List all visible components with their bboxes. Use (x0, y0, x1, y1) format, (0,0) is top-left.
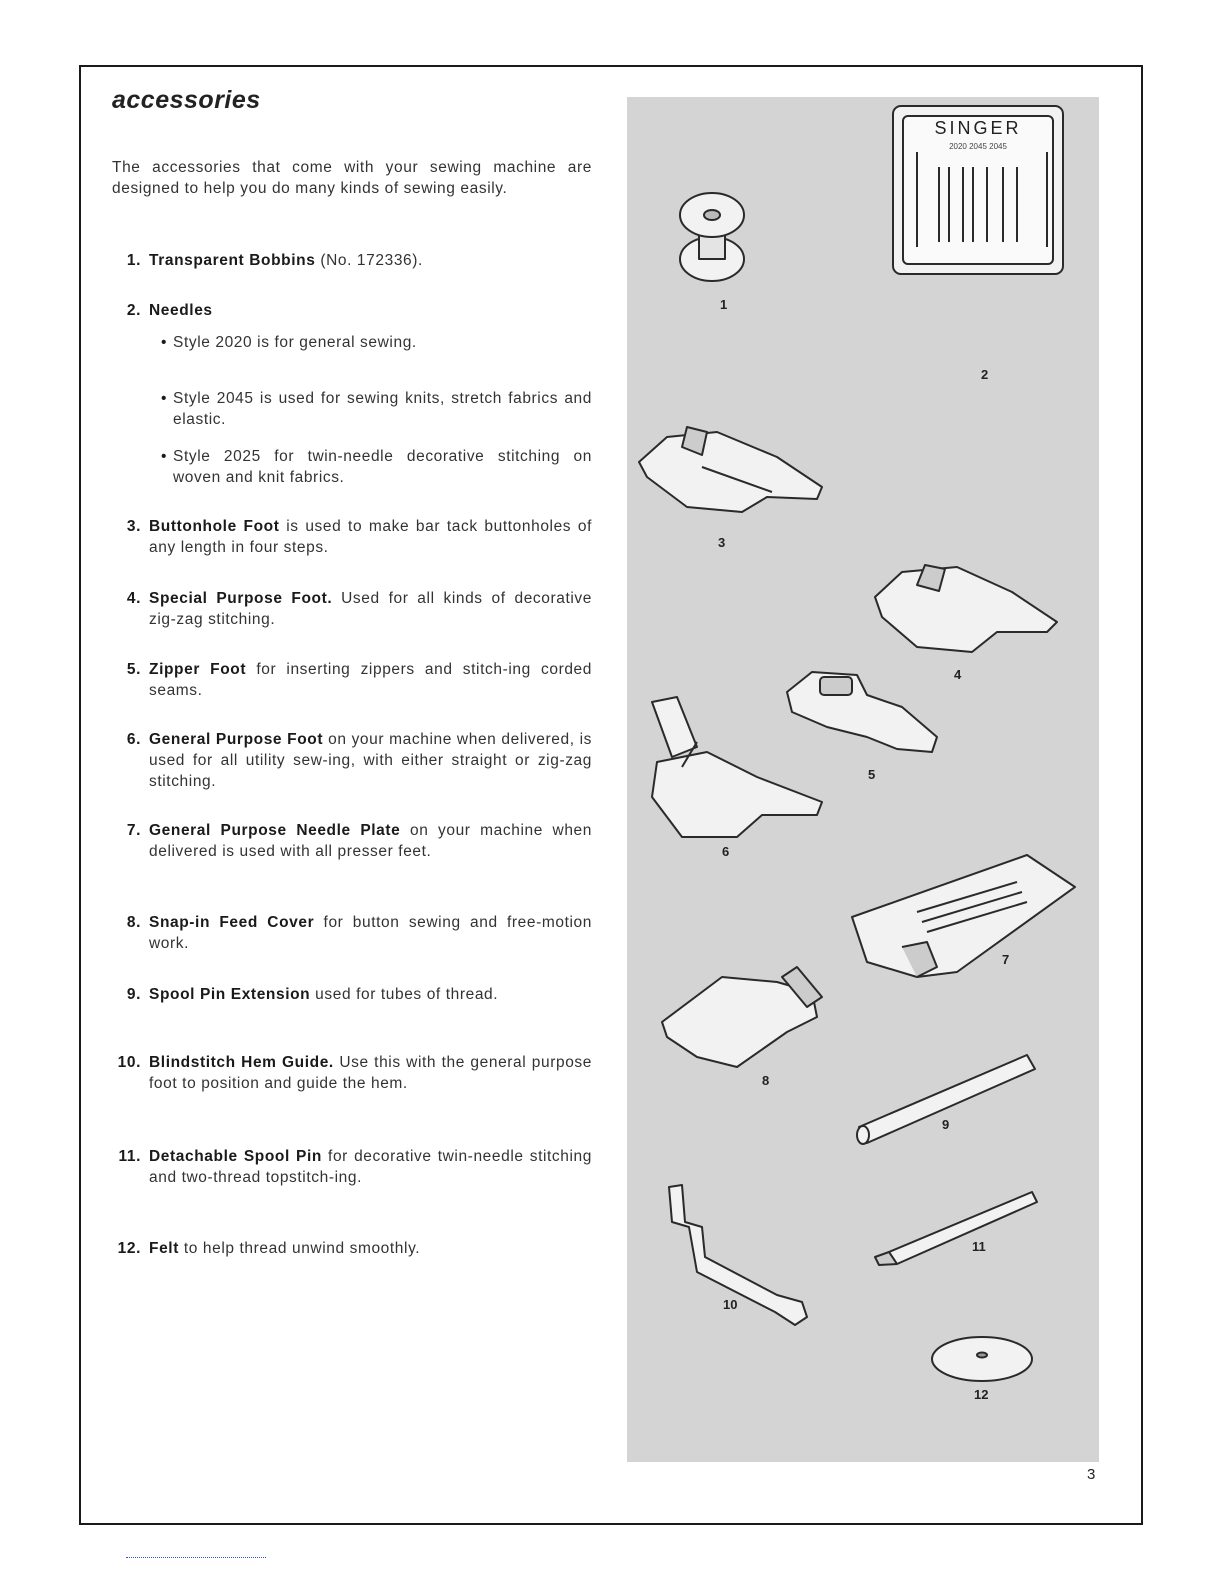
item-number: 8. (126, 914, 141, 931)
needle-text: Style 2020 is for general sewing. (173, 334, 417, 351)
item-name: Zipper Foot (149, 661, 247, 678)
list-item (108, 729, 592, 792)
page-number: 3 (1087, 1466, 1096, 1483)
feed-cover-icon (662, 967, 822, 1067)
item-text: to help thread unwind smoothly. (178, 1240, 421, 1257)
zipper-foot-icon (787, 672, 937, 752)
item-text: for inserting zippers and stitch-ing corded seams. (149, 661, 592, 699)
item-text: Use this with the general purpose foot to position and guide the hem. (149, 1054, 593, 1092)
item-name: General Purpose Foot (149, 731, 324, 748)
needle-text: Style 2025 for twin-needle decorative stitching on woven and knit fabrics. (173, 448, 592, 486)
item-number: 2. (126, 302, 141, 319)
item-name: Felt (149, 1240, 179, 1257)
intro-paragraph: The accessories that come with your sewing machine are designed to help you do many kinds of sewing easily. (112, 159, 592, 197)
item-text: for decorative twin-needle stitching and two-thread topstitch-ing. (149, 1148, 592, 1186)
item-text: is used to make bar tack buttonholes of any length in four steps. (149, 518, 593, 556)
figure-label: 5 (868, 767, 876, 782)
list-item (108, 820, 592, 862)
list-item (108, 1146, 592, 1188)
list-item (108, 1052, 592, 1094)
item-number: 5. (126, 661, 141, 678)
item-number: 9. (126, 986, 141, 1003)
item-number: 6. (126, 731, 141, 748)
brand-text: SINGER (934, 118, 1022, 138)
bobbin-icon (680, 193, 744, 281)
figure-label: 11 (972, 1239, 986, 1254)
item-number: 7. (126, 822, 141, 839)
item-name: Needles (149, 302, 213, 319)
detachable-spool-pin-icon (875, 1192, 1037, 1265)
buttonhole-foot-icon (639, 427, 822, 512)
figure-label: 12 (974, 1387, 989, 1402)
page-title: accessories (112, 86, 261, 114)
item-number: 4. (126, 590, 141, 607)
figure-label: 8 (762, 1073, 770, 1088)
item-number: 1. (126, 252, 141, 269)
item-name: Special Purpose Foot. (149, 590, 333, 607)
figure-label: 10 (723, 1297, 738, 1312)
figure-label: 6 (722, 844, 730, 859)
item-name: Blindstitch Hem Guide. (149, 1054, 334, 1071)
needle-plate-icon (852, 855, 1075, 977)
item-name: Transparent Bobbins (149, 252, 316, 269)
figure-label: 9 (942, 1117, 950, 1132)
blindstitch-hem-guide-icon (669, 1185, 807, 1325)
special-purpose-foot-icon (875, 565, 1057, 652)
needle-bullet: • Style 2045 is used for sewing knits, stretch fabrics and elastic. (161, 390, 592, 428)
list-item (108, 250, 592, 271)
list-item (108, 300, 592, 321)
list-item (108, 912, 592, 954)
item-number: 12. (117, 1240, 141, 1257)
figure-label: 4 (954, 667, 962, 682)
item-text: (No. 172336). (315, 252, 423, 269)
figure-label: 2 (981, 367, 989, 382)
item-name: General Purpose Needle Plate (149, 822, 401, 839)
felt-icon (932, 1337, 1032, 1381)
list-item (108, 588, 592, 630)
item-text: on your machine when delivered, is used for all utility sew-ing, with either straight or zig-zag stitching. (149, 731, 592, 790)
accessories-illustration (627, 97, 1099, 1462)
list-item (108, 659, 592, 701)
list-item (108, 516, 592, 558)
item-name: Detachable Spool Pin (149, 1148, 322, 1165)
needle-bullet: • Style 2025 for twin-needle decorative stitching on woven and knit fabrics. (161, 448, 592, 486)
needle-text: Style 2045 is used for sewing knits, stretch fabrics and elastic. (173, 390, 592, 428)
accessories-drawing (627, 97, 1099, 1462)
list-item (108, 984, 592, 1005)
item-number: 10. (117, 1054, 141, 1071)
figure-label: 1 (720, 297, 728, 312)
needle-style-text: 2020 2045 2045 (949, 142, 1007, 151)
item-number: 11. (118, 1148, 141, 1165)
figure-label: 7 (1002, 952, 1010, 967)
needle-bullet: • Style 2020 is for general sewing. (161, 332, 592, 353)
list-item (108, 1238, 592, 1259)
item-number: 3. (126, 518, 141, 535)
footer-link-underline[interactable] (126, 1557, 266, 1558)
item-text: Used for all kinds of decorative zig-zag stitching. (149, 590, 592, 628)
figure-label: 3 (718, 535, 726, 550)
item-text: on your machine when delivered is used with all presser feet. (149, 822, 592, 860)
item-text: used for tubes of thread. (310, 986, 499, 1003)
general-purpose-foot-icon (652, 697, 822, 837)
item-name: Spool Pin Extension (149, 986, 311, 1003)
item-name: Snap-in Feed Cover (149, 914, 315, 931)
item-name: Buttonhole Foot (149, 518, 280, 535)
item-text: for button sewing and free-motion work. (149, 914, 592, 952)
